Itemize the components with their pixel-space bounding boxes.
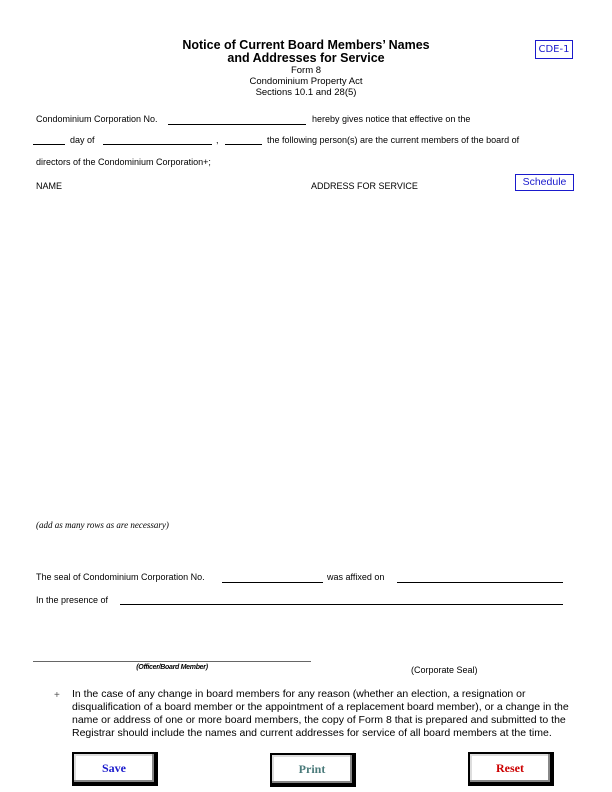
officer-label: (Officer/Board Member) (136, 664, 208, 671)
act-name: Condominium Property Act (249, 76, 363, 87)
members-text: the following person(s) are the current members of the board of (267, 135, 520, 145)
year-field[interactable] (225, 144, 262, 145)
form-code-badge[interactable]: CDE-1 (535, 40, 573, 59)
address-column-header: ADDRESS FOR SERVICE (311, 181, 418, 191)
comma: , (216, 135, 219, 145)
add-rows-note: (add as many rows as are necessary) (36, 520, 169, 530)
print-button[interactable]: Print (270, 753, 356, 787)
day-of-label: day of (70, 135, 95, 145)
reset-button[interactable]: Reset (468, 752, 554, 786)
save-button[interactable]: Save (72, 752, 158, 786)
name-column-header: NAME (36, 181, 63, 191)
directors-text: directors of the Condominium Corporation+; (36, 157, 211, 167)
footnote-marker: + (54, 690, 60, 701)
affixed-date-field[interactable] (397, 582, 563, 583)
day-field[interactable] (33, 144, 65, 145)
seal-label: The seal of Condominium Corporation No. (36, 572, 205, 582)
month-field[interactable] (103, 144, 212, 145)
sections: Sections 10.1 and 28(5) (255, 87, 357, 98)
corporate-seal-label: (Corporate Seal) (411, 665, 478, 675)
corp-no-label: Condominium Corporation No. (36, 114, 158, 124)
signature-line (33, 661, 311, 662)
form-number: Form 8 (290, 65, 322, 76)
notice-text: hereby gives notice that effective on the (312, 114, 471, 124)
title-line-1: Notice of Current Board Members’ Names (182, 38, 430, 52)
presence-label: In the presence of (36, 595, 109, 605)
affixed-label: was affixed on (327, 572, 385, 582)
schedule-button[interactable]: Schedule (515, 174, 574, 191)
footnote-text: In the case of any change in board members for any reason (whether an election, a resignation or disqualification of a board member or the appointment of a replacement board member), or a change in the name or address of one or more board members, the copy of Form 8 that is prepared and submitted to the Registrar should include the names and current addresses for service of all board members at the time. (72, 688, 569, 739)
seal-corp-no-field[interactable] (222, 582, 323, 583)
title-line-2: and Addresses for Service (227, 51, 385, 65)
presence-field[interactable] (120, 604, 563, 605)
corp-no-field[interactable] (168, 124, 306, 125)
